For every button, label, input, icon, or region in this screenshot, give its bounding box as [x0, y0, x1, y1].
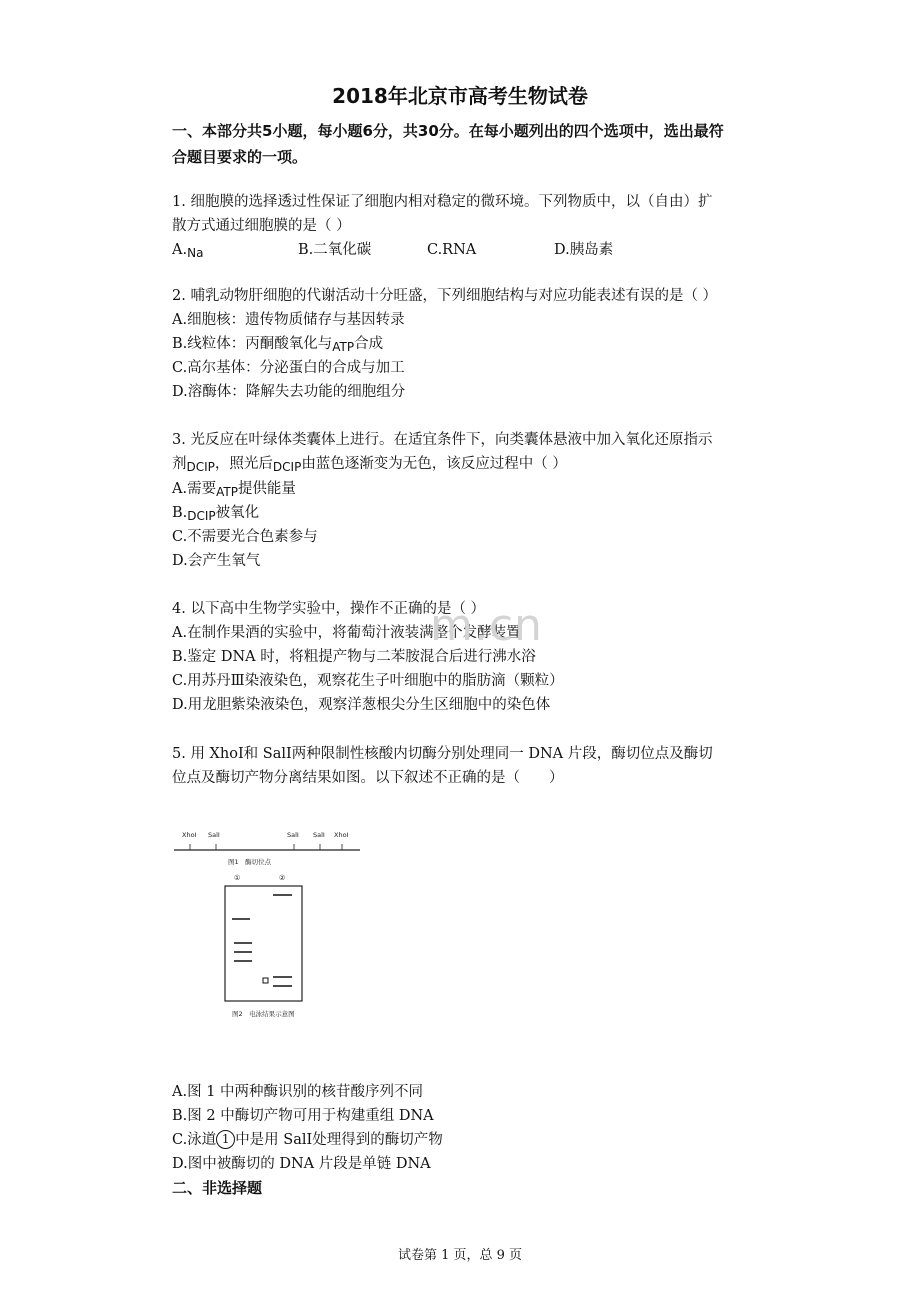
lane-1-bands [232, 919, 252, 961]
q3-option-b-suffix: 被氧化 [215, 505, 260, 521]
q3-option-d: D.会产生氧气 [172, 553, 261, 569]
q2-option-b [172, 332, 383, 359]
q5-option-c [172, 1128, 443, 1152]
cut-site-ticks [190, 844, 342, 850]
section-one-heading [172, 118, 792, 170]
q3-line2-subscript-2: DCIP [272, 460, 302, 474]
q4-option-a: A.在制作果酒的实验中，将葡萄汁液装满整个发酵装置 [172, 625, 521, 641]
q2-option-b-subscript: ATP [332, 340, 355, 354]
site-label-sal-3: SalⅠ [313, 831, 325, 839]
site-label-sal-2: SalⅠ [287, 831, 299, 839]
fig1-caption: 图1 酶切位点 [228, 858, 272, 866]
lane-2-label: ② [279, 874, 286, 882]
q3-line2-end: 由蓝色逐渐变为无色，该反应过程中（ ） [301, 456, 567, 472]
q3-option-a-text: A.需要 [172, 481, 217, 497]
q1-option-a [172, 238, 203, 265]
lane-1-label: ① [234, 874, 241, 882]
page-title: 2018年北京市高考生物试卷 [332, 84, 588, 108]
section-two-heading: 二、非选择题 [172, 1179, 263, 1197]
q5-line2: 位点及酶切产物分离结果如图。以下叙述不正确的是（ ） [172, 770, 564, 786]
lane-2-small-mark [263, 978, 268, 983]
q5-line1: 5. 用 XhoⅠ和 SalⅠ两种限制性核酸内切酶分别处理同一 DNA 片段，酶切位点及酶切 [172, 746, 713, 762]
page-footer: 试卷第 1 页，总 9 页 [397, 1248, 523, 1263]
q4-option-b: B.鉴定 DNA 时，将粗提产物与二苯胺混合后进行沸水浴 [172, 649, 536, 665]
q5-option-b: B.图 2 中酶切产物可用于构建重组 DNA [172, 1108, 434, 1124]
fig1-site-labels [182, 831, 349, 839]
question-2-stem: 2. 哺乳动物肝细胞的代谢活动十分旺盛，下列细胞结构与对应功能表述有误的是（ ） [172, 288, 718, 304]
q2-option-d: D.溶酶体：降解失去功能的细胞组分 [172, 384, 406, 400]
q2-option-b-suffix: 合成 [354, 336, 384, 352]
q3-option-a-suffix: 提供能量 [237, 481, 296, 497]
q3-line1: 3. 光反应在叶绿体类囊体上进行。在适宜条件下，向类囊体悬液中加入氧化还原指示 [172, 432, 713, 448]
q3-line2-text: 剂 [172, 456, 187, 472]
q5-option-c-text: C.泳道 [172, 1132, 217, 1148]
q3-option-b [172, 501, 259, 528]
site-label-xho-1: XhoⅠ [182, 831, 197, 839]
site-label-xho-2: XhoⅠ [334, 831, 349, 839]
question-1-stem [172, 190, 792, 238]
lane-2-bands [273, 895, 292, 986]
q1-option-a-label: A. [172, 242, 188, 258]
q3-option-b-subscript: DCIP [187, 509, 216, 523]
q3-line2 [172, 452, 567, 479]
q3-option-c: C.不需要光合色素参与 [172, 529, 318, 545]
q4-option-c: C.用苏丹Ⅲ染液染色，观察花生子叶细胞中的脂肪滴（颗粒） [172, 673, 564, 689]
watermark: m.cn [430, 600, 543, 651]
q5-option-c-suffix: 中是用 SalⅠ处理得到的酶切产物 [235, 1132, 443, 1148]
site-label-sal-1: SalⅠ [208, 831, 220, 839]
fig2-caption: 图2 电泳结果示意图 [232, 1010, 295, 1018]
q3-option-a-subscript: ATP [216, 485, 238, 499]
q2-option-a: A.细胞核：遗传物质储存与基因转录 [172, 312, 405, 328]
q5-option-a: A.图 1 中两种酶识别的核苷酸序列不同 [172, 1084, 424, 1100]
q1-line2: 散方式通过细胞膜的是（ ） [172, 218, 351, 234]
question-4-stem: 4. 以下高中生物学实验中，操作不正确的是（ ） [172, 601, 486, 617]
circled-number-1: 1 [216, 1130, 235, 1149]
q3-option-b-text: B. [172, 505, 188, 521]
q1-option-b: B.二氧化碳 [298, 242, 372, 258]
q5-option-d: D.图中被酶切的 DNA 片段是单链 DNA [172, 1156, 431, 1172]
q3-option-a [172, 477, 296, 504]
q1-option-a-subscript: Na [187, 246, 204, 260]
q1-line1: 1. 细胞膜的选择透过性保证了细胞内相对稳定的微环境。下列物质中，以（自由）扩 [172, 194, 713, 210]
q2-option-c: C.高尔基体：分泌蛋白的合成与加工 [172, 360, 405, 376]
q1-option-d: D.胰岛素 [554, 242, 614, 258]
section-one-line2: 合题目要求的一项。 [172, 148, 308, 166]
enzyme-figure [172, 822, 372, 1022]
section-one-line1: 一、本部分共5小题，每小题6分，共30分。在每小题列出的四个选项中，选出最符 [172, 122, 724, 140]
q1-option-c: C.RNA [427, 242, 477, 258]
q2-option-b-text: B.线粒体：丙酮酸氧化与 [172, 336, 333, 352]
q3-line2-subscript-1: DCIP [186, 460, 215, 474]
q3-line2-middle: ，照光后 [214, 456, 273, 472]
q4-option-d: D.用龙胆紫染液染色，观察洋葱根尖分生区细胞中的染色体 [172, 697, 551, 713]
